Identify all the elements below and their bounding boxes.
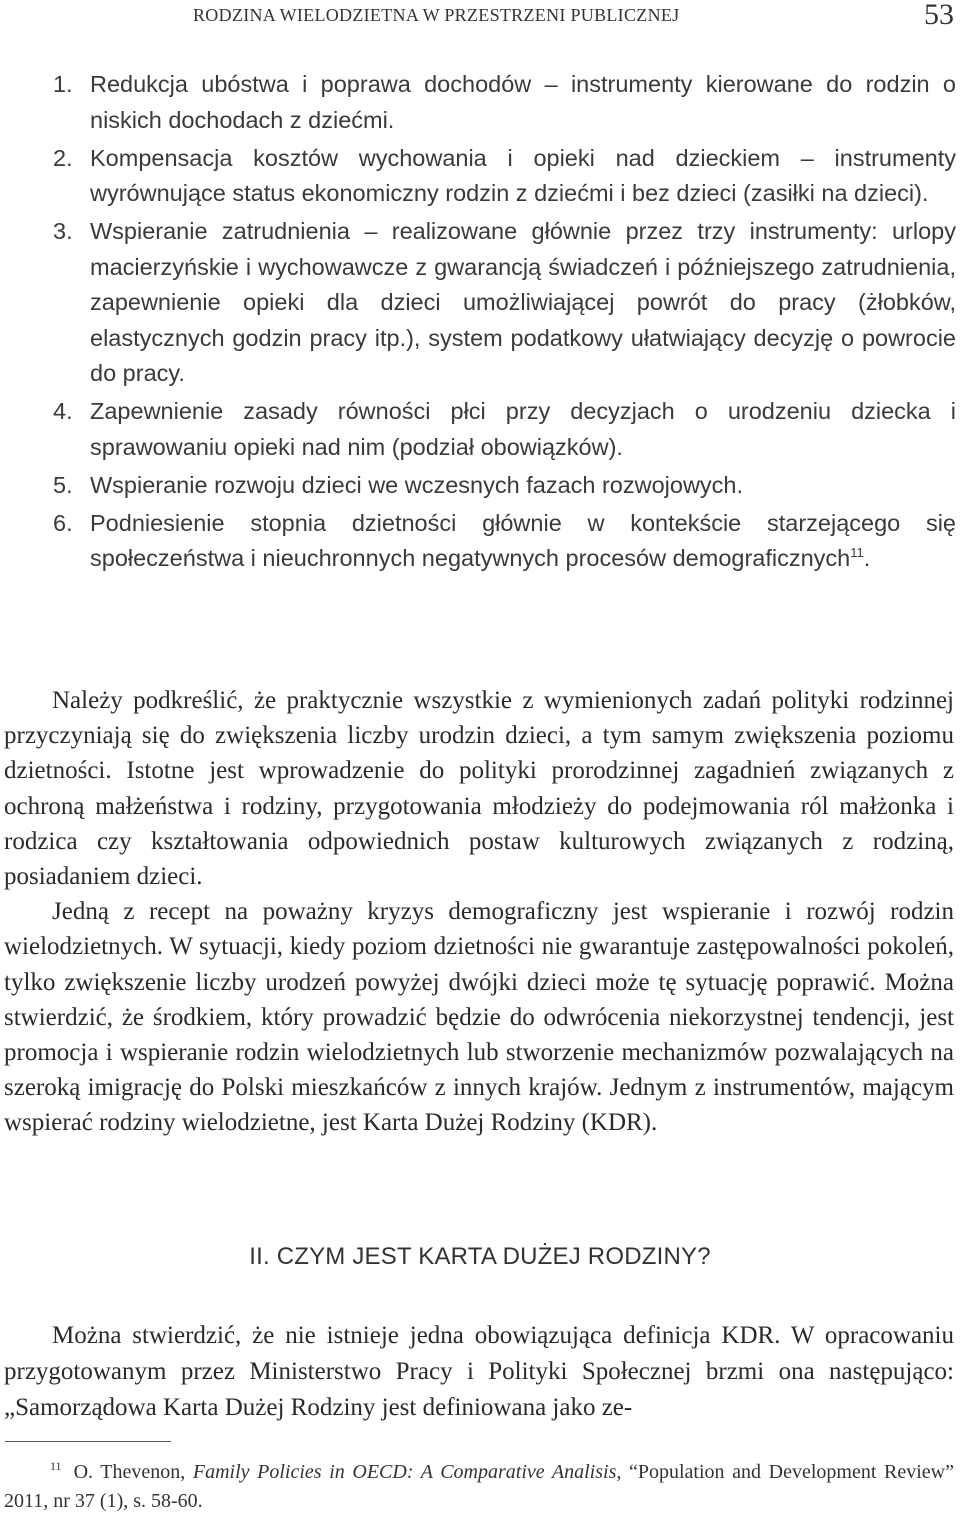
list-item: [0, 214, 960, 392]
body-text: [4, 683, 954, 1141]
list-item: [0, 468, 960, 504]
list-item: [0, 394, 960, 465]
page-number: 53: [924, 0, 954, 31]
list-item: [0, 141, 960, 212]
paragraph: Można stwierdzić, że nie istnieje jedna obowiązująca definicja KDR. W opracowaniu przygotowanym przez Ministerstwo Pracy i Polityki Społecznej brzmi ona następująco: „Samorządowa Karta Dużej Rodziny jest definiowana jako ze-: [4, 1322, 954, 1421]
body-text-section-2: [4, 1318, 954, 1426]
list-item-text: Wspieranie zatrudnienia – realizowane głównie przez trzy instrumenty: urlopy macierzyńskie i wychowawcze z gwarancją świadczeń i późniejszego zatrudnienia, zapewnienie opieki dla dzieci umożliwiającej powrót do pracy (żłobków, elastycznych godzin pracy itp.), system podatkowy ułatwiający decyzję o powrocie do pracy.: [90, 218, 956, 386]
footnote-title: Family Policies in OECD: A Comparative Analisis: [192, 1461, 617, 1483]
list-item-text: Wspieranie rozwoju dzieci we wczesnych fazach rozwojowych.: [90, 471, 744, 498]
list-item-number: 4.: [53, 398, 73, 424]
list-item-text: Zapewnienie zasady równości płci przy decyzjach o urodzeniu dziecka i sprawowaniu opieki nad nim (podział obowiązków).: [90, 398, 956, 460]
list-item-text: Kompensacja kosztów wychowania i opieki nad dzieckiem – instrumenty wyrównujące status ekonomiczny rodzin z dziećmi i bez dzieci (zasiłki na dzieci).: [90, 144, 956, 206]
paragraph: Należy podkreślić, że praktycznie wszystkie z wymienionych zadań polityki rodzinnej przyczyniają się do zwiększenia liczby urodzin dzieci, a tym samym zwiększenia poziomu dzietności. Istotne jest wprowadzenie do polityki prorodzinnej zagadnień związanych z ochroną małżeństwa i rodziny, przygotowania młodzieży do podejmowania ról małżonka i rodzica czy kształtowania odpowiednich postaw kulturowych związanych z rodziną, posiadaniem dzieci.: [4, 687, 954, 891]
footnote-reference[interactable]: 11: [850, 545, 864, 561]
list-item-tail: .: [863, 545, 871, 571]
footnote-divider: [5, 1441, 171, 1442]
footnote: [4, 1458, 954, 1516]
list-item: [0, 506, 960, 577]
paragraph: Jedną z recept na poważny kryzys demograficzny jest wspieranie i rozwój rodzin wielodzietnych. W sytuacji, kiedy poziom dzietności nie gwarantuje zastępowalności pokoleń, tylko zwiększenie liczby urodzeń powyżej dwójki dzieci może tę sytuację poprawić. Można stwierdzić, że środkiem, który prowadzić będzie do odwrócenia niekorzystnej tendencji, jest promocja i wspieranie rodzin wielodzietnych lub stworzenie mechanizmów pozwalających na szeroką imigrację do Polski mieszkańców z innych krajów. Jednym z instrumentów, mającym wspierać rodziny wielodzietne, jest Karta Dużej Rodziny (KDR).: [4, 898, 954, 1137]
list-item-number: 3.: [53, 218, 73, 244]
list-item-number: 5.: [53, 471, 73, 498]
list-item-text: Redukcja ubóstwa i poprawa dochodów – instrumenty kierowane do rodzin o niskich dochodach z dziećmi.: [90, 71, 956, 133]
list-item-number: 2.: [53, 144, 73, 171]
list-item-number: 1.: [53, 71, 73, 97]
running-head: RODZINA WIELODZIETNA W PRZESTRZENI PUBLICZNEJ: [193, 5, 680, 25]
section-heading: II. CZYM JEST KARTA DUŻEJ RODZINY?: [249, 1243, 711, 1270]
footnote-author: O. Thevenon,: [73, 1461, 193, 1483]
list-item: [0, 67, 960, 138]
policy-tasks-list: [0, 67, 960, 579]
list-item-number: 6.: [53, 509, 73, 536]
page-header: [0, 0, 960, 40]
list-item-text: Podniesienie stopnia dzietności głównie w kontekście starzejącego się społeczeństwa i nieuchronnych negatywnych procesów demograficznych: [90, 509, 956, 571]
footnote-mark: 11: [50, 1459, 62, 1474]
footnote-rest: , “Population and Development Review” 2011, nr 37 (1), s. 58-60.: [4, 1461, 955, 1512]
